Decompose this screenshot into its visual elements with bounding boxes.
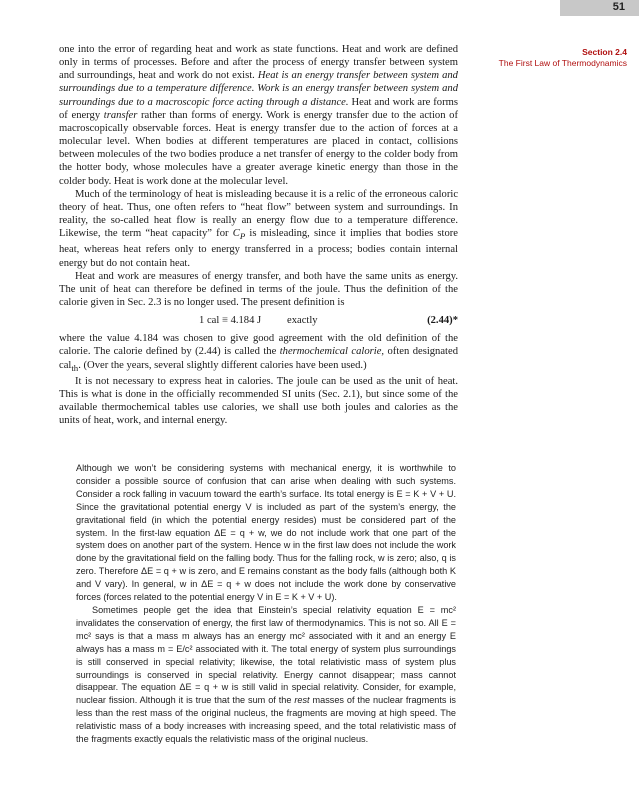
italic-word: transfer (103, 109, 138, 121)
section-title: The First Law of Thermodynamics (498, 58, 627, 68)
text-run: where the value 4.184 was chosen to give good agreement with the old definition of the calorie. The calorie defined by (2.44) is called the (59, 333, 458, 358)
paragraph-4 (59, 332, 458, 375)
page-number-tab (560, 0, 639, 16)
equation-expression: 1 cal ≡ 4.184 J (199, 315, 262, 327)
paragraph-5: It is not necessary to express heat in calories. The joule can be used as the unit of heat. This is what is done in the officially recommended SI units (Sec. 2.1), but since some of the available thermochemical tables use calories, we shall use both joules and calories as the units of heat, work, and internal energy. (59, 375, 458, 427)
section-label: Section 2.4 (582, 47, 627, 57)
equation-qualifier: exactly (287, 315, 318, 327)
paragraph-1 (59, 43, 458, 188)
text-run: masses of the nuclear fragments is less than the rest mass of the original nucleus, the fragments are moving at high speed. The relativistic mass of a body increases with increasing speed, and the total relativistic mass of the fragments exactly equals the relativistic mass of the original nucleus. (76, 695, 456, 745)
text-run: Much of the terminology of heat is misleading because it is a relic of the erroneous caloric theory of heat. Thus, one often refers to “heat flow” between system and surroundings. In reality, the so-called heat flow is really an energy flow due to a temperature difference. Likewise, the term “heat capacity” for (59, 188, 459, 240)
text-run: is misleading, since it implies that bodies store heat, whereas heat refers only to energy transferred in a process; bodies contain internal energy but do not contain heat. (59, 228, 459, 269)
text-run: often designated cal (59, 346, 458, 371)
calorie-subscript: th (71, 362, 79, 373)
sidebar-note (59, 462, 458, 746)
text-run: one into the error of regarding heat and work as state functions. Heat and work are defined only in terms of processes. Before and after the process of energy transfer between system and surroundings, heat and work do not exist. (59, 44, 458, 82)
paragraph-2 (59, 188, 458, 270)
sidebar-paragraph-1: Although we won’t be considering systems with mechanical energy, it is worthwhile to consider a possible source of confusion that can arise when dealing with such systems. Consider a rock falling in vacuum toward the earth’s surface. Its total energy is E = K + V + U. Since the gravitational potential energy V is included as part of the system’s energy, the gravitational field (in which the potential energy resides) must be considered part of the system. In the first-law equation ΔE = q + w, we do not include work that one part of the system does on another part of the system. Hence w in the first law does not include the work done by the gravitational field on the falling body. Thus for the falling rock, w is zero; also, q is zero. Therefore ΔE = q + w is zero, and E remains constant as the body falls (although both K and V vary). In general, w in ΔE = q + w does not include the work done by conservative forces (forces related to the potential energy V in E = K + V + U). (76, 463, 456, 603)
heat-capacity-symbol: C (232, 228, 240, 240)
page-number: 51 (612, 1, 625, 13)
paragraph-3: Heat and work are measures of energy transfer, and both have the same units as energy. The unit of heat can therefore be defined in terms of the joule. Thus the definition of the calorie given in Sec. 2.3 is no longer used. The present definition is (59, 270, 458, 309)
italic-definition: Heat is an energy transfer between system and surroundings due to a temperature difference. Work is an energy transfer between system and surroundings due to a macroscopic force acting through a distance. (59, 70, 458, 108)
equation-number: (2.44)* (427, 315, 458, 327)
text-run: Heat and work are forms of energy (59, 96, 458, 121)
italic-term: thermochemical calorie, (279, 346, 385, 358)
italic-word: rest (294, 695, 310, 706)
heat-capacity-subscript: P (239, 231, 246, 242)
text-run: . (Over the years, several slightly different calories have been used.) (78, 359, 367, 371)
equation-2-44 (59, 311, 458, 331)
main-text (59, 43, 458, 427)
text-run: rather than forms of energy. Work is energy transfer due to the action of macroscopically observable forces. Heat is energy transfer due to the action of forces at a molecular level. When bodies at different temperatures are placed in contact, collisions between molecules of the two bodies produce a net transfer of energy to the colder body from the hotter body, whose molecules have a greater average kinetic energy than those in the colder body. Heat is work done at the molecular level. (59, 109, 458, 187)
text-run: Sometimes people get the idea that Einstein’s special relativity equation E = mc² invalidates the conservation of energy, the first law of thermodynamics. This is not so. All E = mc² says is that a mass m always has an energy mc² associated with it and an energy E always has a mass m = E/c² associated with it. The total energy of system plus surroundings is still conserved in special relativity; likewise, the total relativistic mass of system plus surroundings is conserved in special relativity. Energy cannot disappear; mass cannot disappear. The equation ΔE = q + w is still valid in special relativity. Consider, for example, nuclear fission. Although it is true that the sum of the (76, 604, 456, 706)
running-head (499, 47, 627, 69)
sidebar-paragraph-2 (76, 604, 456, 746)
